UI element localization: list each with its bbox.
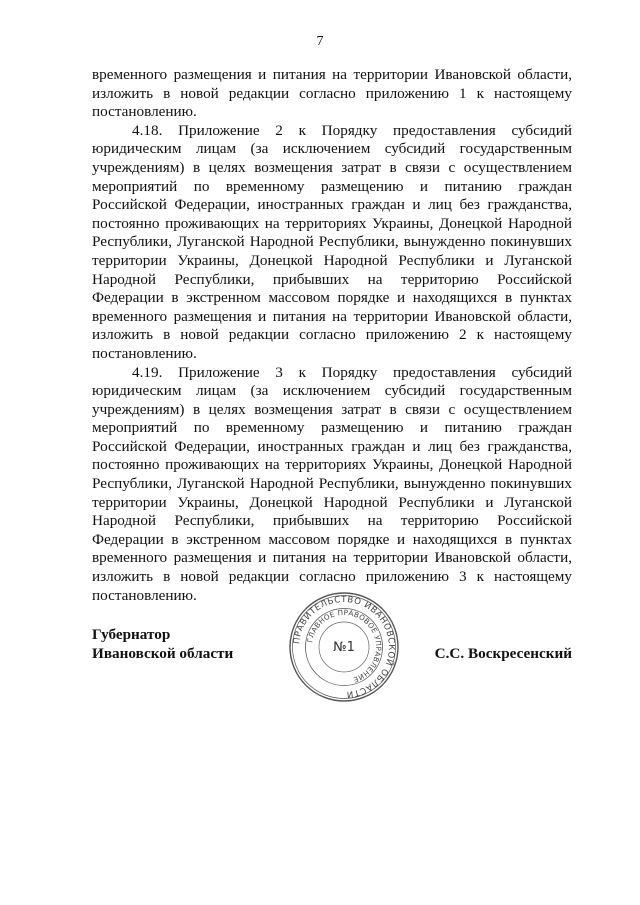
paragraph-4-19: 4.19. Приложение 3 к Порядку предоставления субсидий юридическим лицам (за исключением субсидий государственным учреждениям) в целях возмещения затрат в связи с осуществлением мероприятий по временному размещению и питанию граждан Российской Федерации, иностранных граждан и лиц без гражданства, постоянно проживающих на территориях Украины, Донецкой Народной Республики, Луганской Народной Республики, вынужденно покинувших территории Украины, Донецкой Народной Республики и Луганской Народной Республики, прибывших на территорию Российской Федерации в экстренном массовом порядке и находящихся в пунктах временного размещения и питания на территории Ивановской области, изложить в новой редакции согласно приложению 3 к настоящему постановлению. bbox=[92, 363, 572, 604]
paragraph-continuation: временного размещения и питания на территории Ивановской области, изложить в новой редакции согласно приложению 1 к настоящему постановлению. bbox=[92, 66, 572, 121]
signature-block bbox=[92, 594, 572, 700]
page-number: 7 bbox=[316, 34, 324, 49]
seal-number: №1 bbox=[333, 640, 355, 655]
paragraph-4-18: 4.18. Приложение 2 к Порядку предоставления субсидий юридическим лицам (за исключением субсидий государственным учреждениям) в целях возмещения затрат в связи с осуществлением мероприятий по временному размещению и питанию граждан Российской Федерации, иностранных граждан и лиц без гражданства, постоянно проживающих на территориях Украины, Донецкой Народной Республики, Луганской Народной Республики, вынужденно покинувших территории Украины, Донецкой Народной Республики и Луганской Народной Республики, прибывших на территорию Российской Федерации в экстренном массовом порядке и находящихся в пунктах временного размещения и питания на территории Ивановской области, изложить в новой редакции согласно приложению 2 к настоящему постановлению. bbox=[92, 121, 572, 362]
signer-position-line1: Губернатор bbox=[92, 626, 171, 643]
signer-position-line2: Ивановской области bbox=[92, 645, 234, 662]
signer-name: С.С. Воскресенский bbox=[434, 645, 572, 662]
seal-outer-text: ПРАВИТЕЛЬСТВО ИВАНОВСКОЙ ОБЛАСТИ bbox=[292, 594, 397, 700]
official-seal bbox=[288, 591, 400, 703]
seal-inner-text: ГЛАВНОЕ ПРАВОВОЕ УПРАВЛЕНИЕ bbox=[305, 607, 384, 685]
signer-position bbox=[92, 625, 233, 663]
document-body bbox=[92, 66, 572, 605]
